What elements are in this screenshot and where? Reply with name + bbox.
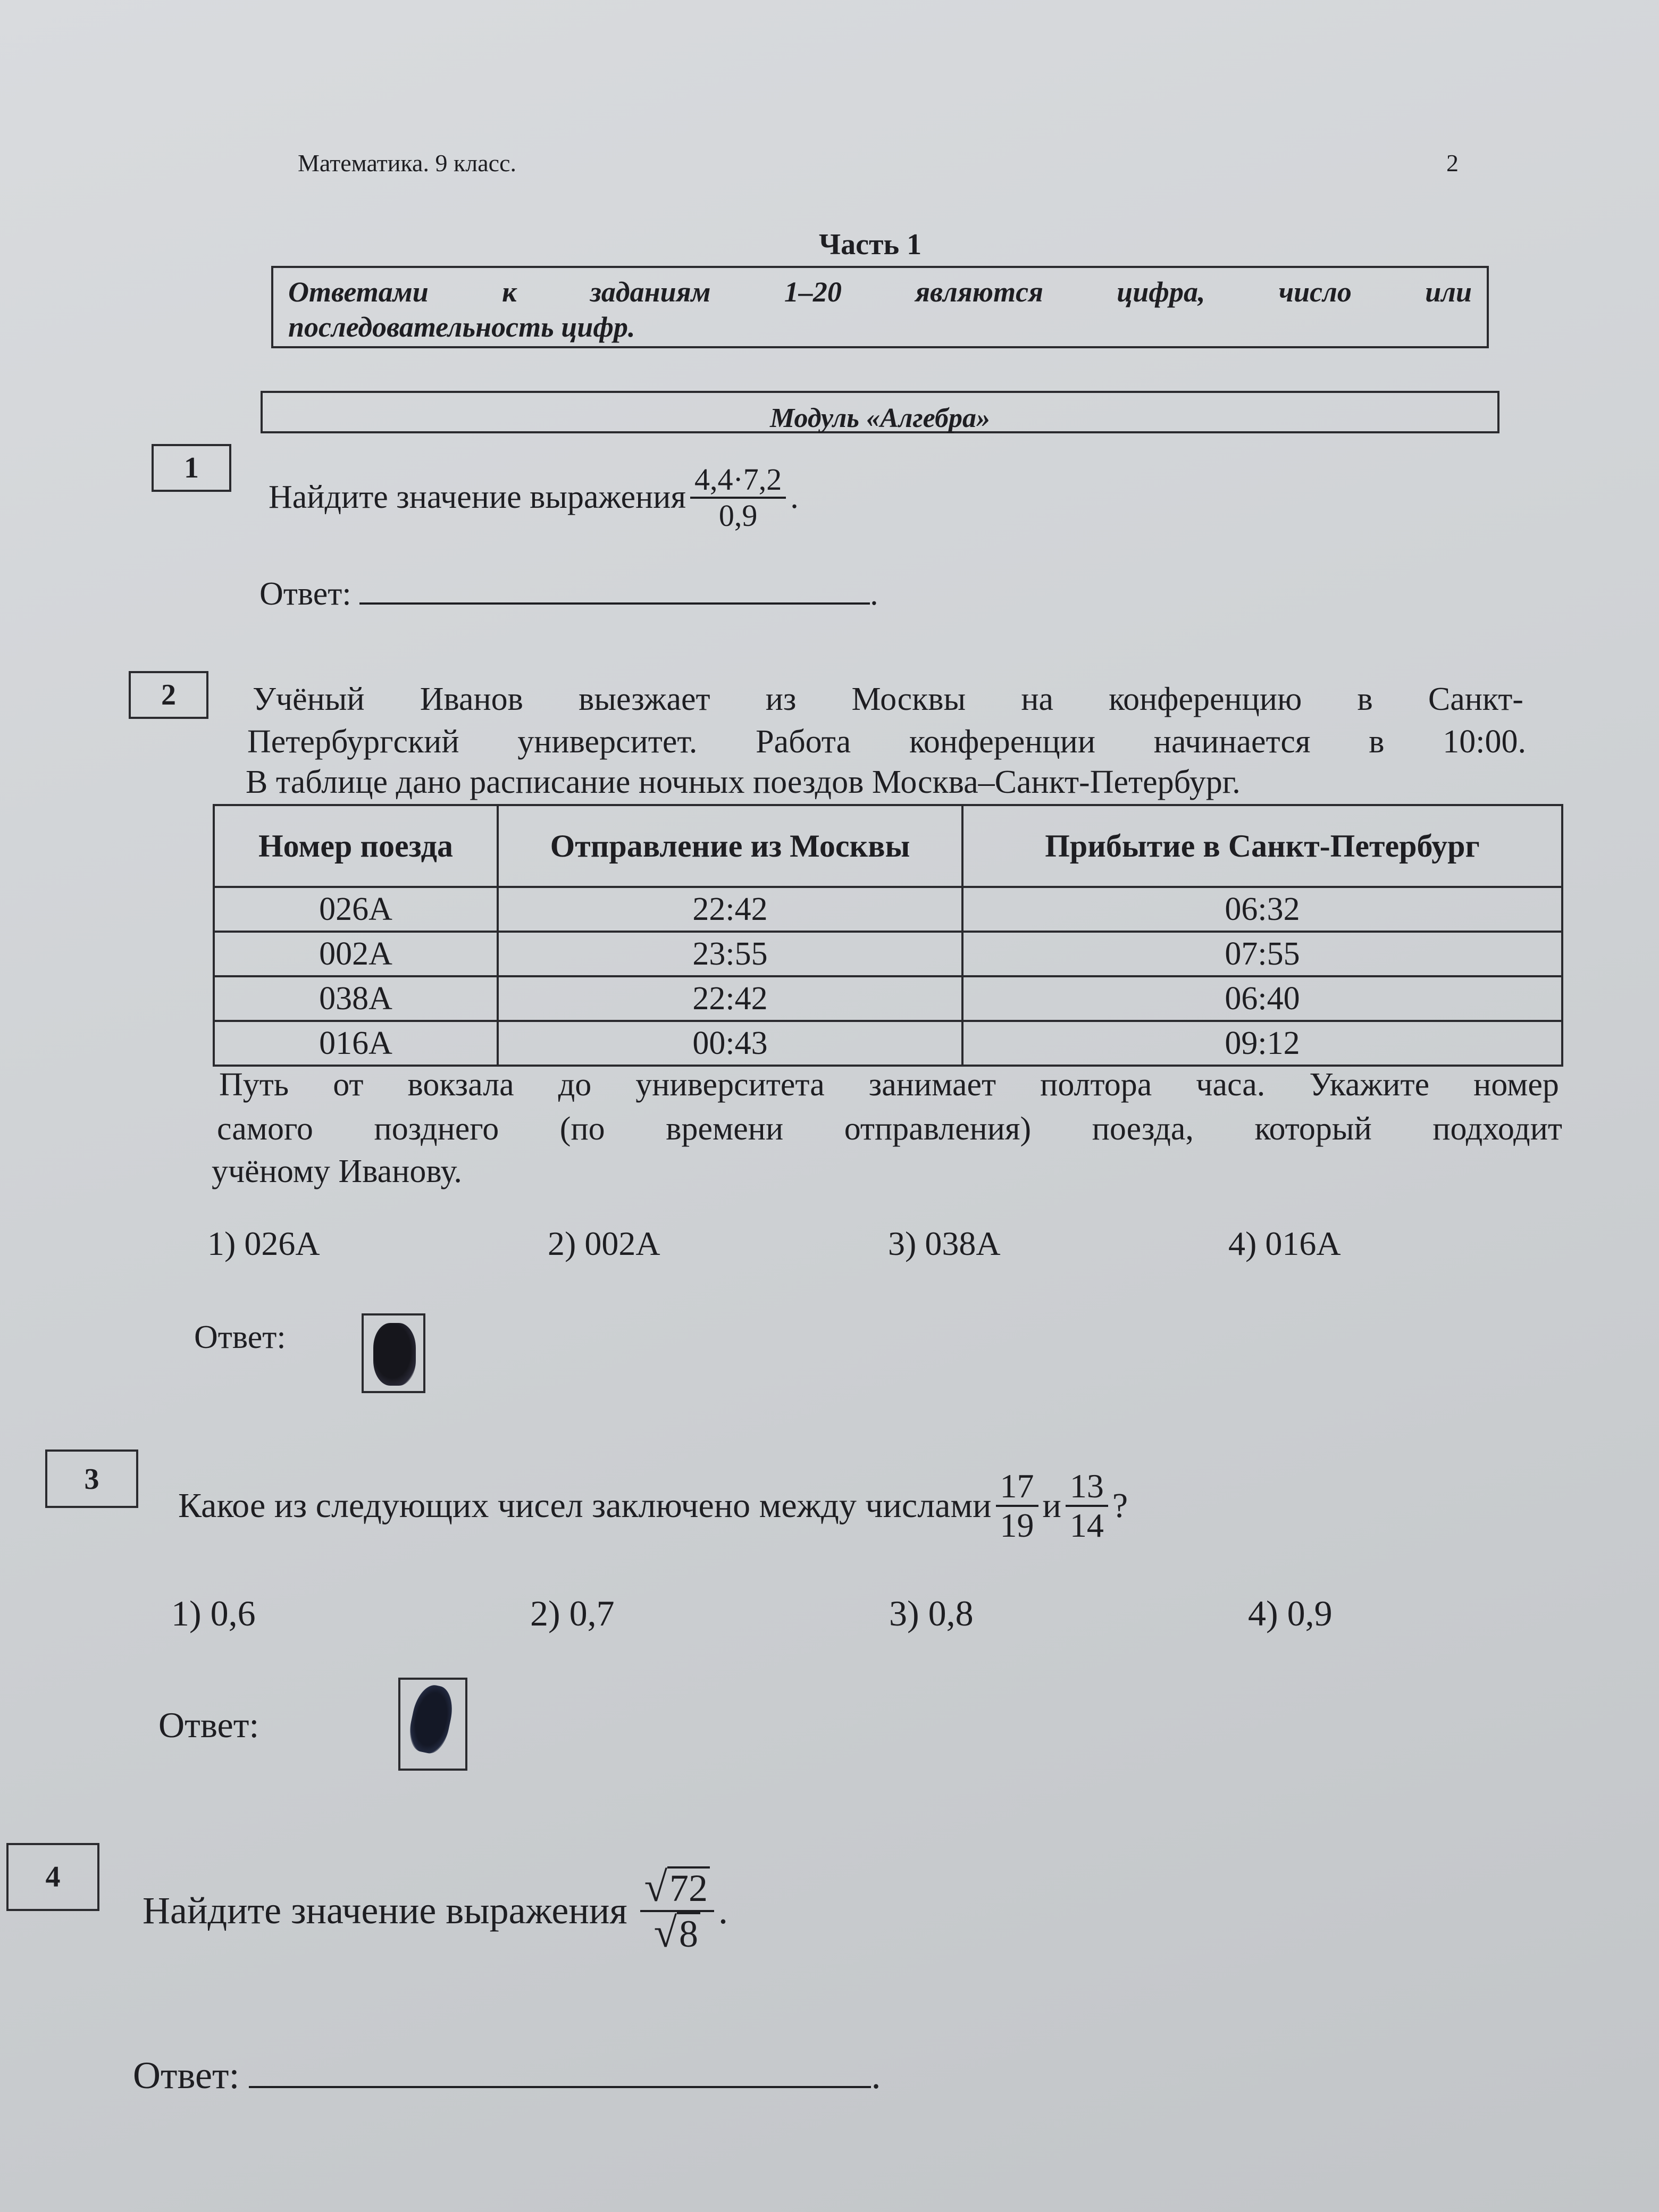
sqrt-sign-icon: √ 8 <box>654 1912 700 1955</box>
sqrt-sign-icon: √ 72 <box>644 1866 710 1909</box>
task-text-word: Работа <box>756 724 851 760</box>
task-1-question: Найдите значение выражения $\frac{4,4\cdot 7,2}{0,9}$ . <box>269 462 799 533</box>
table-cell: 002А <box>214 932 498 976</box>
option-item[interactable]: 1) 0,6 <box>171 1593 256 1633</box>
task-2-after-line-3: учёному Иванову. <box>212 1153 462 1189</box>
task-3-answer-box[interactable] <box>398 1678 467 1771</box>
table-row <box>214 1021 1562 1066</box>
instructions-word: Ответами <box>288 276 429 308</box>
train-schedule-table <box>213 804 1563 1067</box>
task-2-line-3: В таблице дано расписание ночных поездов Москва–Санкт-Петербург. <box>246 764 1241 800</box>
task-3-text: Какое из следующих чисел заключено между числами <box>178 1486 992 1526</box>
table-header-cell: Прибытие в Санкт-Петербург <box>962 805 1562 887</box>
table-header-row <box>214 805 1562 887</box>
table-row <box>214 932 1562 976</box>
task-2-after-line-1 <box>219 1066 1559 1104</box>
task-1-answer-line[interactable] <box>359 581 870 605</box>
task-2-options <box>207 1224 1569 1263</box>
task-text-word: выезжает <box>579 681 710 717</box>
task-text-word: Путь <box>219 1067 289 1103</box>
task-text-word: подходит <box>1432 1111 1562 1147</box>
task-3-answer-label: Ответ: <box>158 1705 259 1745</box>
task-text-word: Москвы <box>851 681 966 717</box>
task-text-word: часа. <box>1196 1067 1266 1103</box>
task-4-text: Найдите значение выражения <box>143 1889 627 1932</box>
task-text-word: 10:00. <box>1443 724 1526 760</box>
table-row <box>214 976 1562 1021</box>
table-header-cell: Отправление из Москвы <box>498 805 962 887</box>
task-3-fraction-1 <box>996 1468 1038 1545</box>
option-item[interactable]: 4) 016А <box>1228 1225 1341 1262</box>
task-text-word: в <box>1369 724 1385 760</box>
task-text-word: на <box>1021 681 1054 717</box>
task-2-number: 2 <box>129 671 208 719</box>
instructions-word: являются <box>915 276 1043 308</box>
task-2-after-line-2 <box>217 1110 1562 1148</box>
task-4-question: Найдите значение выражения √ 72 √ 8 . <box>143 1864 728 1956</box>
table-cell: 00:43 <box>498 1021 962 1066</box>
task-3-fraction-2 <box>1066 1468 1108 1545</box>
radicand: 72 <box>667 1866 710 1909</box>
task-text-word: позднего <box>374 1111 499 1147</box>
instructions-word: к <box>502 276 517 308</box>
task-text-word: начинается <box>1153 724 1311 760</box>
task-text-word: до <box>558 1067 592 1103</box>
table-cell: 23:55 <box>498 932 962 976</box>
instructions-line-2: последовательность цифр. <box>288 311 635 343</box>
table-cell: 22:42 <box>498 976 962 1021</box>
ink-scribble <box>373 1323 416 1386</box>
fraction-numerator: 13 <box>1066 1468 1108 1507</box>
task-2-answer-label: Ответ: <box>194 1319 286 1355</box>
table-cell: 09:12 <box>962 1021 1562 1066</box>
task-4-answer-row: Ответ: . <box>133 2054 881 2097</box>
task-3-question <box>178 1468 1128 1545</box>
task-text-word: Укажите <box>1309 1067 1430 1103</box>
task-2-line-2 <box>247 723 1526 761</box>
table-cell: 22:42 <box>498 887 962 932</box>
part-title: Часть 1 <box>819 228 922 261</box>
instructions-box <box>271 266 1489 348</box>
task-4-numerator <box>640 1866 714 1912</box>
task-4-answer-label: Ответ: <box>133 2054 240 2097</box>
task-text-word: Иванов <box>420 681 523 717</box>
table-row <box>214 887 1562 932</box>
option-item[interactable]: 1) 026А <box>207 1225 320 1262</box>
task-2-line-1 <box>253 681 1523 718</box>
instructions-word: цифра, <box>1117 276 1205 308</box>
option-item[interactable]: 2) 0,7 <box>530 1593 615 1633</box>
fraction-denominator: 14 <box>1069 1506 1104 1545</box>
ink-scribble <box>405 1682 457 1756</box>
table-header-cell: Номер поезда <box>214 805 498 887</box>
table-cell: 06:32 <box>962 887 1562 932</box>
task-text-word: Учёный <box>253 681 365 717</box>
task-1-fraction <box>690 463 786 533</box>
task-text-word: самого <box>217 1111 313 1147</box>
task-1-answer-label: Ответ: <box>259 576 351 612</box>
task-text-word: из <box>765 681 797 717</box>
task-text-word: занимает <box>868 1067 996 1103</box>
task-1-numerator: 4,4·7,2 <box>690 463 786 499</box>
task-text-word: который <box>1254 1111 1372 1147</box>
task-text-word: конференции <box>909 724 1096 760</box>
task-3-number: 3 <box>45 1449 138 1508</box>
task-text-word: в <box>1357 681 1373 717</box>
task-1-denominator: 0,9 <box>718 498 758 533</box>
table-cell: 016А <box>214 1021 498 1066</box>
instructions-word: или <box>1425 276 1472 308</box>
option-item[interactable]: 3) 0,8 <box>889 1593 974 1633</box>
task-text-word: Санкт- <box>1428 681 1523 717</box>
task-text-word: университета <box>635 1067 825 1103</box>
task-text-word: Петербургский <box>247 724 459 760</box>
page-number: 2 <box>1446 149 1459 177</box>
task-4-answer-line[interactable] <box>249 2065 871 2088</box>
task-text-word: отправления) <box>844 1111 1032 1147</box>
task-4-number: 4 <box>6 1843 99 1911</box>
task-text-word: вокзала <box>407 1067 514 1103</box>
task-text-word: полтора <box>1040 1067 1152 1103</box>
task-1-answer-row: Ответ: . <box>259 576 878 612</box>
task-1-number: 1 <box>152 444 231 492</box>
fraction-denominator: 19 <box>1000 1506 1034 1545</box>
table-cell: 038А <box>214 976 498 1021</box>
module-title: Модуль «Алгебра» <box>261 391 1499 433</box>
task-4-fraction <box>640 1866 714 1955</box>
task-3-conjunction: и <box>1042 1486 1061 1526</box>
option-item[interactable]: 2) 002А <box>548 1225 660 1262</box>
table-cell: 07:55 <box>962 932 1562 976</box>
table-cell: 06:40 <box>962 976 1562 1021</box>
instructions-word: заданиям <box>590 276 711 308</box>
radicand: 8 <box>677 1912 700 1955</box>
task-4-denominator <box>650 1909 705 1956</box>
instructions-word: число <box>1278 276 1352 308</box>
option-item[interactable]: 3) 038А <box>888 1225 1001 1262</box>
table-cell: 026А <box>214 887 498 932</box>
task-text-word: номер <box>1473 1067 1559 1103</box>
task-2-answer-box[interactable] <box>362 1313 425 1393</box>
task-text-word: (по <box>559 1111 605 1147</box>
task-text-word: университет. <box>517 724 698 760</box>
instructions-line-1 <box>288 274 1472 309</box>
task-text-word: от <box>333 1067 364 1103</box>
fraction-numerator: 17 <box>996 1468 1038 1507</box>
page-header-subject: Математика. 9 класс. <box>298 149 517 177</box>
task-3-options <box>171 1593 1607 1635</box>
task-text-word: конференцию <box>1109 681 1302 717</box>
task-text-word: поезда, <box>1092 1111 1194 1147</box>
option-item[interactable]: 4) 0,9 <box>1248 1593 1333 1633</box>
task-text-word: времени <box>666 1111 784 1147</box>
instructions-word: 1–20 <box>784 276 842 308</box>
task-3-question-mark: ? <box>1112 1486 1128 1526</box>
task-1-text: Найдите значение выражения <box>269 479 686 516</box>
